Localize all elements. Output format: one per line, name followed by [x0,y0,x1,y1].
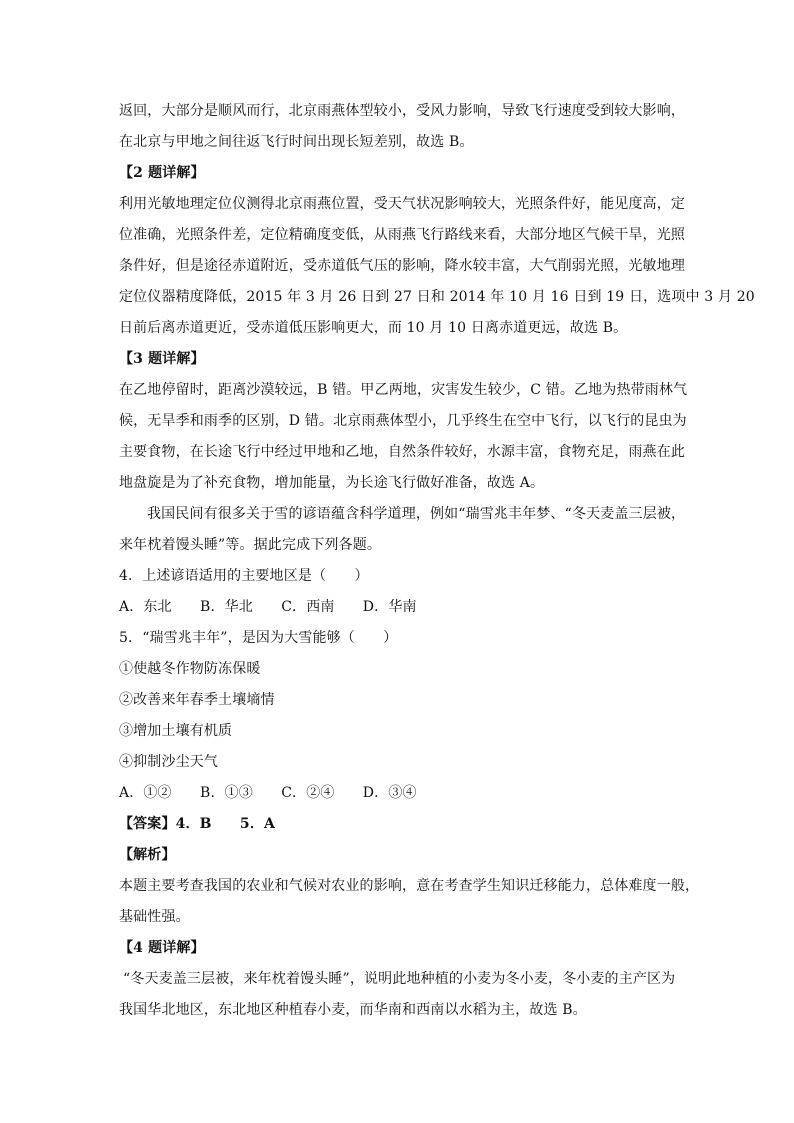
text-line-12: 主要食物，在长途飞行中经过甲地和乙地，自然条件较好，水源丰富，食物充足，雨燕在此 [119,444,685,460]
analysis-text-2: 基础性强。 [119,909,190,925]
statement-3: ③增加土壤有机质 [119,723,233,739]
text-line-6: 条件好，但是途径赤道附近，受赤道低气压的影响，降水较丰富，大气削弱光照，光敏地理 [119,258,685,274]
text-line-1: 返回，大部分是顺风而行，北京雨燕体型较小，受风力影响，导致飞行速度受到较大影响， [119,103,685,119]
statement-4: ④抑制沙尘天气 [119,754,219,770]
question-4-options: A．东北 B．华北 C．西南 D．华南 [119,599,417,615]
question-5-options: A．①② B．①③ C．②④ D．③④ [119,785,417,801]
passage-intro-cont: 来年枕着馒头睡”等。据此完成下列各题。 [119,537,382,553]
text-line-29: “冬天麦盖三层被，来年枕着馒头睡”，说明此地种植的小麦为冬小麦，冬小麦的主产区为 [123,971,676,987]
section-heading-q2: 【2 题详解】 [119,165,205,181]
question-4: 4．上述谚语适用的主要地区是（ ） [119,568,369,584]
text-line-2: 在北京与甲地之间往返飞行时间出现长短差别，故选 B。 [119,134,474,150]
text-line-7: 定位仪器精度降低，2015 年 3 月 26 日到 27 日和 2014 年 10 月 16 日到 19 日，选项中 3 月 20 [119,289,755,305]
section-heading-q4: 【4 题详解】 [119,940,205,956]
analysis-text-1: 本题主要考查我国的农业和气候对农业的影响，意在考查学生知识迁移能力，总体难度一般， [119,878,700,894]
text-line-4: 利用光敏地理定位仪测得北京雨燕位置，受天气状况影响较大，光照条件好，能见度高，定 [119,196,685,212]
document-body [119,96,755,1026]
text-line-30: 我国华北地区，东北地区种植春小麦，而华南和西南以水稻为主，故选 B。 [119,1002,587,1018]
text-line-10: 在乙地停留时，距离沙漠较远，B 错。甲乙两地，灾害发生较少，C 错。乙地为热带雨林气 [119,382,688,398]
section-heading-q3: 【3 题详解】 [119,351,205,367]
text-line-11: 候，无旱季和雨季的区别，D 错。北京雨燕体型小，几乎终生在空中飞行，以飞行的昆虫为 [119,413,687,429]
statement-1: ①使越冬作物防冻保暖 [119,661,261,677]
text-line-8: 日前后离赤道更近，受赤道低压影响更大，而 10 月 10 日离赤道更远，故选 B。 [119,320,628,336]
analysis-heading: 【解析】 [119,847,176,863]
text-line-13: 地盘旋是为了补充食物，增加能量，为长途飞行做好准备，故选 A。 [119,475,545,491]
statement-2: ②改善来年春季土壤墒情 [119,692,275,708]
answer-line: 【答案】4．B 5．A [119,816,275,832]
passage-intro: 我国民间有很多关于雪的谚语蕴含科学道理，例如“瑞雪兆丰年梦、“冬天麦盖三层被， [147,506,686,522]
question-5: 5．“瑞雪兆丰年”，是因为大雪能够（ ） [119,630,398,646]
text-line-5: 位准确，光照条件差，定位精确度变低，从雨燕飞行路线来看，大部分地区气候干旱，光照 [119,227,685,243]
